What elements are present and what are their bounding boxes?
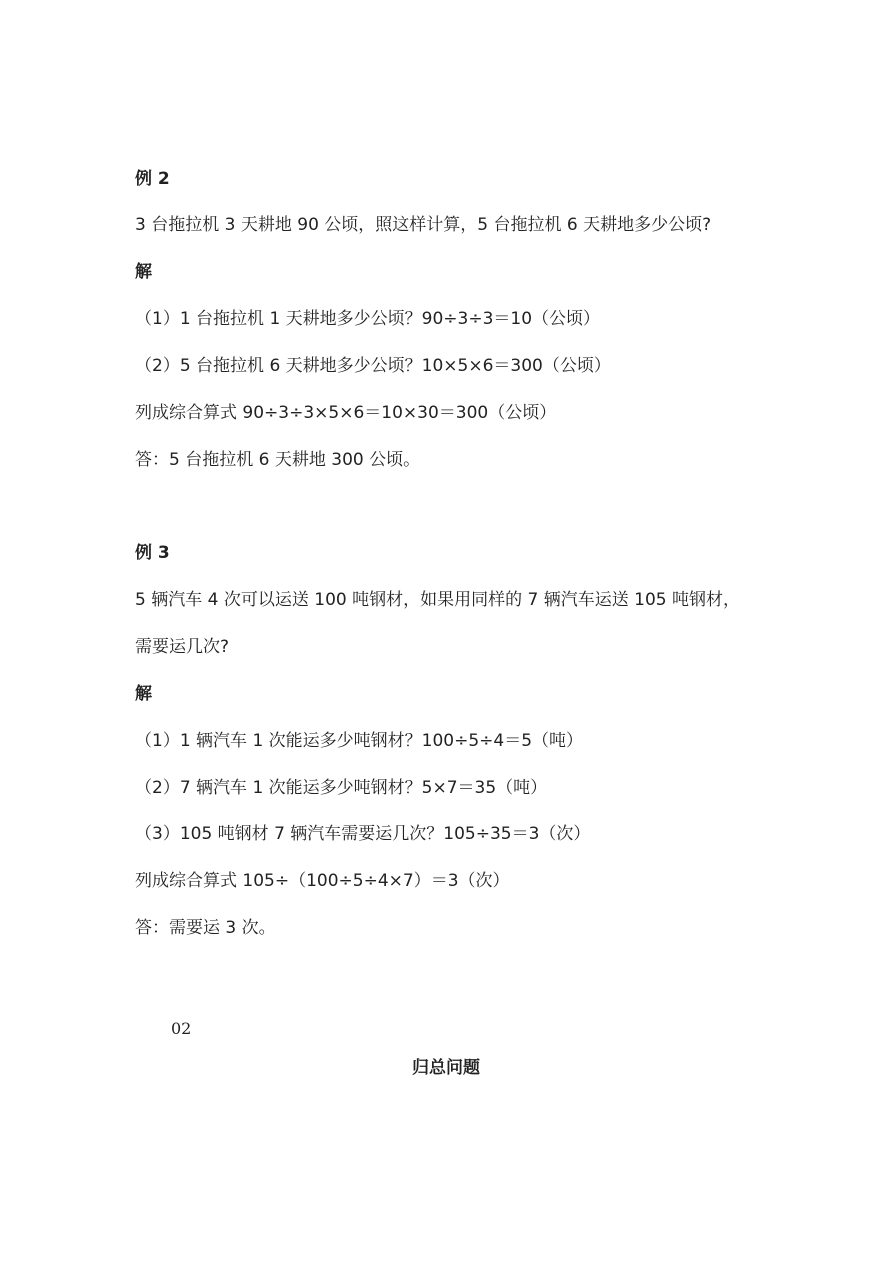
example-3-answer: 答：需要运 3 次。 [135, 918, 276, 938]
example-2-answer: 答：5 台拖拉机 6 天耕地 300 公顷。 [135, 450, 421, 470]
section-title: 归总问题 [412, 1058, 480, 1078]
example-3-title: 例 3 [135, 543, 170, 563]
example-2-title: 例 2 [135, 169, 170, 189]
example-3-problem-line-1: 5 辆汽车 4 次可以运送 100 吨钢材，如果用同样的 7 辆汽车运送 105 吨钢材， [135, 590, 740, 610]
example-3-combined-formula: 列成综合算式 105÷（100÷5÷4×7）＝3（次） [135, 871, 510, 891]
example-3-step-3: （3）105 吨钢材 7 辆汽车需要运几次？105÷35＝3（次） [135, 824, 591, 844]
example-3-problem-line-2: 需要运几次? [135, 637, 230, 657]
example-3-solution-label: 解 [135, 684, 152, 704]
section-number: 02 [171, 1019, 192, 1038]
example-3-step-1: （1）1 辆汽车 1 次能运多少吨钢材？100÷5÷4＝5（吨） [135, 731, 584, 751]
example-2-combined-formula: 列成综合算式 90÷3÷3×5×6＝10×30＝300（公顷） [135, 403, 557, 423]
example-2-problem: 3 台拖拉机 3 天耕地 90 公顷，照这样计算，5 台拖拉机 6 天耕地多少公顷? [135, 215, 712, 235]
example-3-step-2: （2）7 辆汽车 1 次能运多少吨钢材？5×7＝35（吨） [135, 778, 548, 798]
example-2-solution-label: 解 [135, 262, 152, 282]
example-2-step-2: （2）5 台拖拉机 6 天耕地多少公顷？10×5×6＝300（公顷） [135, 356, 611, 376]
example-2-step-1: （1）1 台拖拉机 1 天耕地多少公顷？90÷3÷3＝10（公顷） [135, 309, 601, 329]
